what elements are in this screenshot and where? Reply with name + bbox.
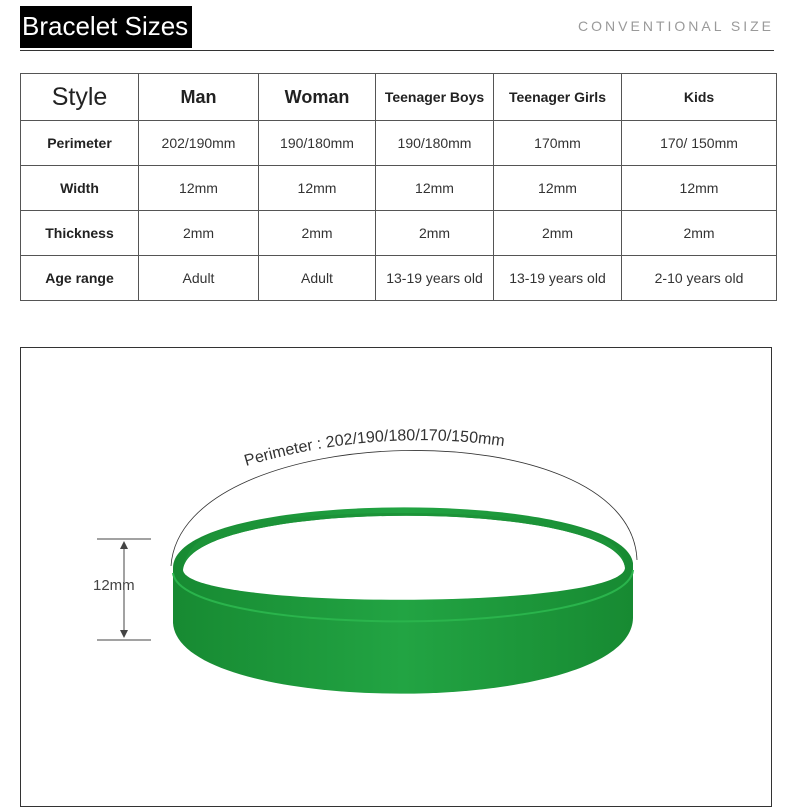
row-label-thickness: Thickness bbox=[21, 211, 139, 256]
column-header-teenager-boys: Teenager Boys bbox=[376, 74, 494, 121]
width-label: 12mm bbox=[93, 577, 135, 594]
column-header-man: Man bbox=[139, 74, 259, 121]
table-cell: 13-19 years old bbox=[376, 256, 494, 301]
table-row bbox=[21, 211, 777, 256]
table-cell: 170mm bbox=[494, 121, 622, 166]
table-cell: 12mm bbox=[376, 166, 494, 211]
table-cell: 190/180mm bbox=[259, 121, 376, 166]
table-cell: 13-19 years old bbox=[494, 256, 622, 301]
table-row bbox=[21, 121, 777, 166]
table-cell: 12mm bbox=[139, 166, 259, 211]
bracelet-photo-panel bbox=[20, 347, 772, 807]
table-cell: 2mm bbox=[622, 211, 777, 256]
table-header-row bbox=[21, 74, 777, 121]
table-cell: 12mm bbox=[259, 166, 376, 211]
perimeter-label: Perimeter : 202/190/180/170/150mm bbox=[242, 427, 506, 470]
table-cell: 170/ 150mm bbox=[622, 121, 777, 166]
column-header-woman: Woman bbox=[259, 74, 376, 121]
table-cell: 190/180mm bbox=[376, 121, 494, 166]
row-label-age-range: Age range bbox=[21, 256, 139, 301]
section-subtitle: CONVENTIONAL SIZE bbox=[578, 18, 774, 34]
table-cell: 12mm bbox=[494, 166, 622, 211]
table-cell: 2-10 years old bbox=[622, 256, 777, 301]
column-header-teenager-girls: Teenager Girls bbox=[494, 74, 622, 121]
table-cell: 2mm bbox=[494, 211, 622, 256]
table-cell: 202/190mm bbox=[139, 121, 259, 166]
table-cell: Adult bbox=[139, 256, 259, 301]
section-header bbox=[20, 6, 774, 51]
section-title: Bracelet Sizes bbox=[20, 6, 192, 48]
arrow-up-icon bbox=[120, 541, 128, 549]
table-cell: 12mm bbox=[622, 166, 777, 211]
column-header-kids: Kids bbox=[622, 74, 777, 121]
table-row bbox=[21, 166, 777, 211]
table-cell: 2mm bbox=[259, 211, 376, 256]
table-cell: Adult bbox=[259, 256, 376, 301]
arrow-down-icon bbox=[120, 630, 128, 638]
table-cell: 2mm bbox=[376, 211, 494, 256]
table-corner-cell: Style bbox=[21, 74, 139, 121]
row-label-width: Width bbox=[21, 166, 139, 211]
table-row bbox=[21, 256, 777, 301]
row-label-perimeter: Perimeter bbox=[21, 121, 139, 166]
table-cell: 2mm bbox=[139, 211, 259, 256]
size-table bbox=[20, 73, 777, 301]
